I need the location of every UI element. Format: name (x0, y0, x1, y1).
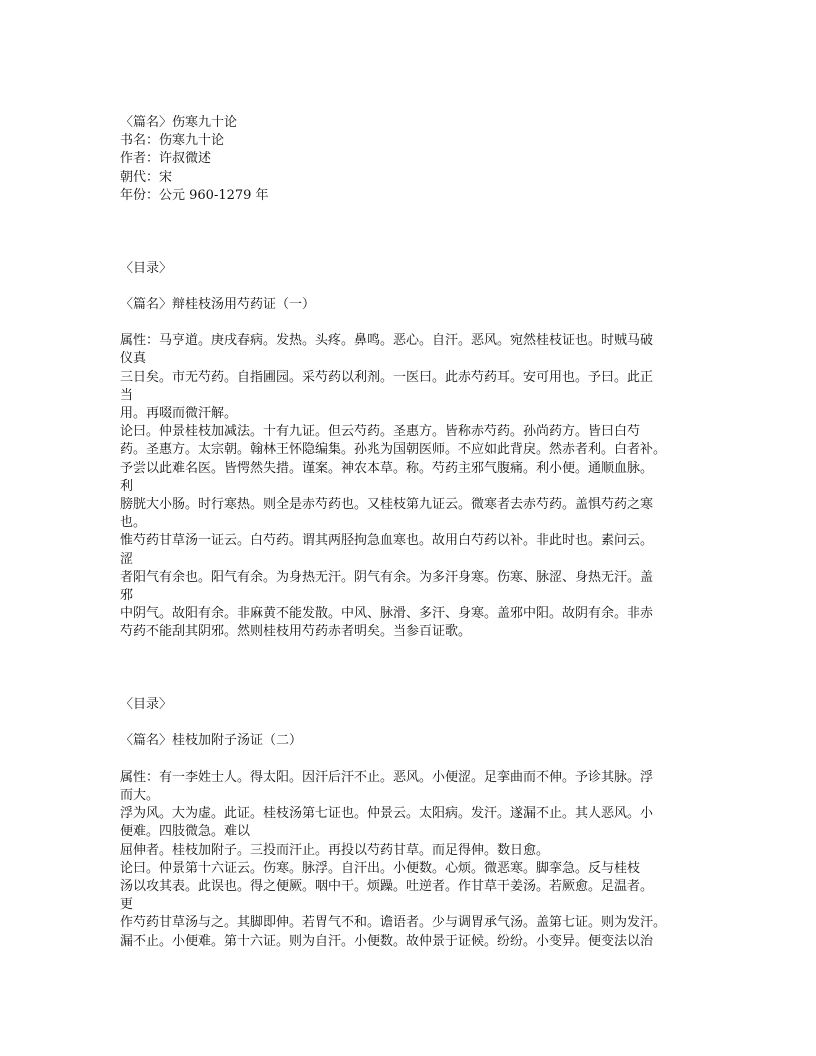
author-line: 作者：许叔微述 (120, 151, 212, 167)
section-1 (120, 260, 700, 642)
body-line: 药。圣惠方。太宗朝。翰林王怀隐编集。孙兆为国朝医师。不应如此背戾。然赤者利。白者补。 (120, 442, 667, 458)
body-line: 三日矣。市无芍药。自指圃园。采芍药以利剂。一医曰。此赤芍药耳。安可用也。予曰。此正 (120, 369, 654, 385)
body-line: 邪 (120, 587, 134, 603)
body-line: 漏不止。小便难。第十六证。则为自汗。小便数。故仲景于证候。纷纷。小变异。便变法以治 (120, 933, 654, 949)
section-title: 〈篇名〉桂枝加附子汤证（二） (120, 733, 303, 749)
body-line: 予尝以此难名医。皆愕然失措。谨案。神农本草。称。芍药主邪气腹痛。利小便。通顺血脉。 (120, 460, 654, 476)
years-line: 年份：公元 960-1279 年 (120, 187, 269, 203)
section-2 (120, 696, 700, 951)
book-name-line: 书名：伤寒九十论 (120, 133, 225, 149)
body-line: 惟芍药甘草汤一证云。白芍药。谓其两胫拘急血寒也。故用白芍药以补。非此时也。素问云。 (120, 533, 654, 549)
toc-label: 〈目录〉 (120, 697, 173, 713)
body-line: 中阴气。故阳有余。非麻黄不能发散。中风、脉滑、多汗、身寒。盖邪中阳。故阴有余。非赤 (120, 606, 654, 622)
toc-label: 〈目录〉 (120, 260, 173, 276)
body-line: 汤以攻其表。此误也。得之便厥。咽中干。烦躁。吐逆者。作甘草干姜汤。若厥愈。足温者。 (120, 878, 654, 894)
body-line: 论曰。仲景桂枝加减法。十有九证。但云芍药。圣惠方。皆称赤芍药。孙尚药方。皆曰白芍 (120, 424, 641, 440)
pian-ming-line: 〈篇名〉伤寒九十论 (120, 115, 238, 130)
body-line: 膀胱大小肠。时行寒热。则全是赤芍药也。又桂枝第九证云。微寒者去赤芍药。盖惧芍药之寒 (120, 496, 654, 512)
body-line: 更 (120, 897, 134, 913)
body-line: 芍药不能刮其阴邪。然则桂枝用芍药赤者明矣。当参百证歌。 (120, 624, 472, 640)
body-line: 涩 (120, 551, 134, 567)
body-line: 当 (120, 387, 134, 403)
section-body (120, 332, 700, 641)
body-line: 论曰。仲景第十六证云。伤寒。脉浮。自汗出。小便数。心烦。微恶寒。脚挛急。反与桂枝 (120, 860, 641, 876)
section-body (120, 769, 700, 951)
body-line: 仪真 (120, 351, 147, 367)
body-line: 也。 (120, 515, 147, 531)
body-line: 者阳气有余也。阳气有余。为身热无汗。阴气有余。为多汗身寒。伤寒、脉涩、身热无汗。盖 (120, 569, 654, 585)
body-line: 利 (120, 478, 134, 494)
body-line: 属性：有一李姓士人。得太阳。因汗后汗不止。恶风。小便涩。足挛曲而不伸。予诊其脉。浮 (120, 769, 654, 785)
body-line: 而大。 (120, 788, 160, 803)
body-line: 屈伸者。桂枝加附子。三投而汗止。再投以芍药甘草。而足得伸。数日愈。 (120, 842, 550, 858)
dynasty-line: 朝代：宋 (120, 169, 173, 185)
body-line: 属性：马亨道。庚戌春病。发热。头疼。鼻鸣。恶心。自汗。恶风。宛然桂枝证也。时贼马破 (120, 333, 654, 349)
body-line: 便难。四肢微急。难以 (120, 824, 251, 840)
body-line: 作芍药甘草汤与之。其脚即伸。若胃气不和。谵语者。少与调胃承气汤。盖第七证。则为发汗。 (120, 915, 667, 931)
body-line: 浮为风。大为虚。此证。桂枝汤第七证也。仲景云。太阳病。发汗。遂漏不止。其人恶风。小 (120, 806, 654, 822)
section-title: 〈篇名〉辩桂枝汤用芍药证（一） (120, 296, 316, 312)
body-line: 用。再啜而微汗解。 (120, 406, 238, 422)
document-page (120, 114, 700, 951)
